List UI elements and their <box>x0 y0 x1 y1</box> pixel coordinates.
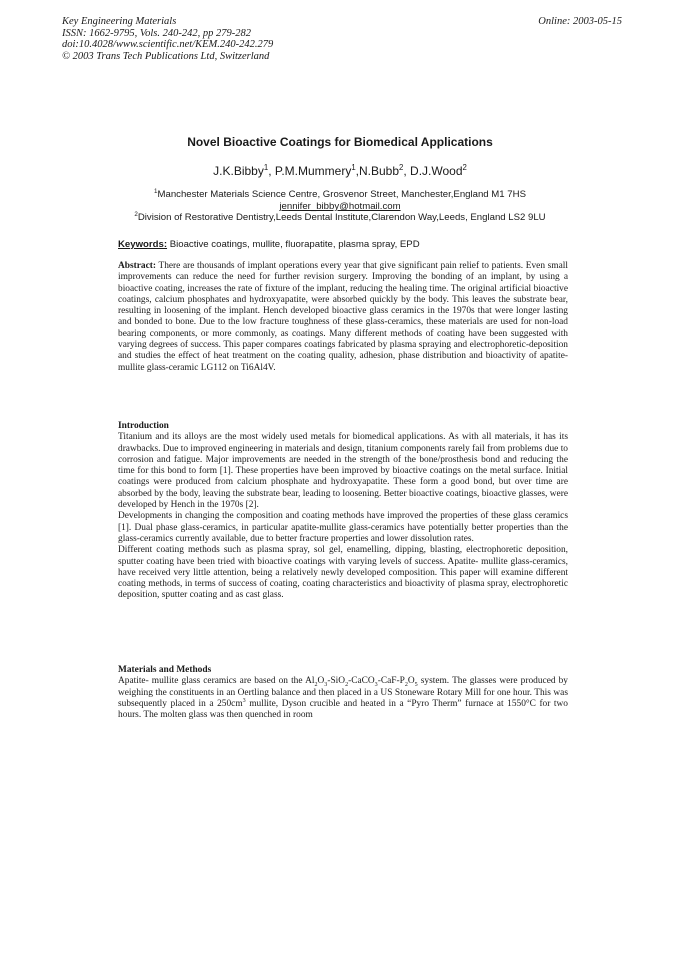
subscript: 3 <box>324 682 328 689</box>
subscript: 2 <box>345 682 349 689</box>
subscript: 3 <box>374 682 378 689</box>
subscript: 2 <box>314 682 318 689</box>
author-email[interactable]: jennifer_bibby@hotmail.com <box>279 201 401 212</box>
subscript: 5 <box>414 682 418 689</box>
introduction-paragraph: Titanium and its alloys are the most widely used metals for biomedical applications. As with all materials, it has its drawbacks. Due to improved engineering in materials and design, titanium components rarely fail from problems due to corrosion and fatigue. Major improvements are needed in the strength of the bone/prosthesis bond and reducing the time for this bond to form [1]. These properties have been improved by bioactive coatings on the metal surface. Initial coatings were produced from calcium phosphate and hydroxyapatite. These form a good bond, but over time are absorbed by the body, leaving the substrate bear, leading to loosening. Better bioactive coatings, bioactive glasses, were developed by Hench in the 1970s [2]. <box>118 432 568 511</box>
affiliation-2 <box>100 212 580 223</box>
affiliation-text: Manchester Materials Science Centre, Grosvenor Street, Manchester,England M1 7HS <box>157 189 526 200</box>
author-name: J.K.Bibby <box>213 164 264 178</box>
doi-line: doi:10.4028/www.scientific.net/KEM.240-242.279 <box>62 39 274 50</box>
affiliation-number: 2 <box>134 210 138 218</box>
methods-text: mullite, Dyson crucible and heated in a “Pyro Therm” furnace at 1550°C for two hours. The molten glass was then quenched in room <box>118 698 568 721</box>
author-affiliation-mark: 1 <box>263 163 269 172</box>
methods-heading: Materials and Methods <box>118 665 212 675</box>
copyright-line: © 2003 Trans Tech Publications Ltd, Switzerland <box>62 50 270 62</box>
abstract-section <box>118 261 568 374</box>
methods-text: Apatite- mullite glass ceramics are based on the Al <box>118 676 315 687</box>
author-name: P.M.Mummery <box>274 164 352 178</box>
paper-title: Novel Bioactive Coatings for Biomedical Applications <box>187 135 493 149</box>
author-list: J.K.Bibby$^1$, P.M.Mummery$^1$,N.Bubb$^2$, D.J.Wood$^2$ <box>213 163 467 178</box>
introduction-heading: Introduction <box>118 421 169 431</box>
subscript: 2 <box>404 682 408 689</box>
keywords-text: Bioactive coatings, mullite, fluorapatite, plasma spray, EPD <box>169 239 420 250</box>
abstract-text: There are thousands of implant operations every year that give significant pain relief to patients. Even small improvements can reduce the need for further revision surgery. Improving the bonding of an implant, by using a bioactive coating, increases the rate of fixture of the implant, reducing the healing time. The original artificial bioactive coatings, calcium phosphates and hydroxyapatite, were absorbed quickly by the body. This leaves the substrate bear, resulting in loosening of the implant. Hench developed bioactive glass ceramics in the 1970s that were longer lasting and bonded to bone. Due to the low fracture toughness of these glass-ceramics, these materials are used for non-load bearing components, or more commonly, as coatings. Many different methods of coating have been suggested with varying degrees of success. This paper compares coatings fabricated by plasma spraying and electrophoretic-deposition and studies the effect of heat treatment on the coating quality, adhesion, phase distribution and bioactivity of apatite-mullite glass-ceramic LG112 on Ti6Al4V. <box>118 261 568 373</box>
introduction-paragraph: Developments in changing the composition and coating methods have improved the properties of these glass ceramics [1]. Dual phase glass-ceramics, in particular apatite-mullite glass-ceramics have potentially better properties than the glass-ceramics currently available, due to better fracture properties and lower dissolution rates. <box>118 511 568 544</box>
affiliation-text: Division of Restorative Dentistry,Leeds Dental Institute,Clarendon Way,Leeds, England LS2 9LU <box>137 212 546 223</box>
online-date: Online: 2003-05-15 <box>538 16 622 27</box>
superscript: 3 <box>242 697 246 704</box>
journal-name: Key Engineering Materials <box>62 16 177 27</box>
introduction-paragraph: Different coating methods such as plasma spray, sol gel, enamelling, dipping, blasting, electrophoretic deposition, sputter coating have been tried with bioactive coatings with varying levels of success. Apatite- mullite glass-ceramics, have received very little attention, being a relatively newly developed composition. This paper will examine different coating methods, in terms of success of coating, coating characteristics and bioactivity of plasma spray, electrophoretic deposition, sputter coating and as cast glass. <box>118 545 568 601</box>
keywords-label: Keywords: <box>118 239 168 250</box>
methods-text: system. The glasses were produced by weighing the constituents in an Oertling balance and then placed in a US Stoneware Rotary Mill for one hour. This was subsequently placed in a 250cm <box>118 676 568 709</box>
methods-section <box>118 665 568 721</box>
affiliation-1 <box>100 189 580 200</box>
methods-text: O <box>407 676 415 687</box>
abstract-label: Abstract: <box>118 261 157 271</box>
introduction-section <box>118 421 568 602</box>
methods-text: -CaCO <box>348 676 375 687</box>
author-affiliation-mark: 2 <box>462 163 467 172</box>
author-name: D.J.Wood <box>410 164 463 178</box>
methods-paragraph <box>118 676 568 721</box>
methods-text: O <box>317 676 325 687</box>
journal-header <box>62 16 622 62</box>
author-affiliation-mark: 2 <box>399 163 404 172</box>
author-affiliation-mark: 1 <box>351 163 356 172</box>
methods-text: -CaF-P <box>377 676 405 687</box>
methods-text: -SiO <box>327 676 346 687</box>
affiliation-number: 1 <box>154 187 158 195</box>
keywords <box>118 239 570 250</box>
issn-line: ISSN: 1662-9795, Vols. 240-242, pp 279-282 <box>62 27 251 39</box>
author-name: N.Bubb <box>359 164 400 178</box>
